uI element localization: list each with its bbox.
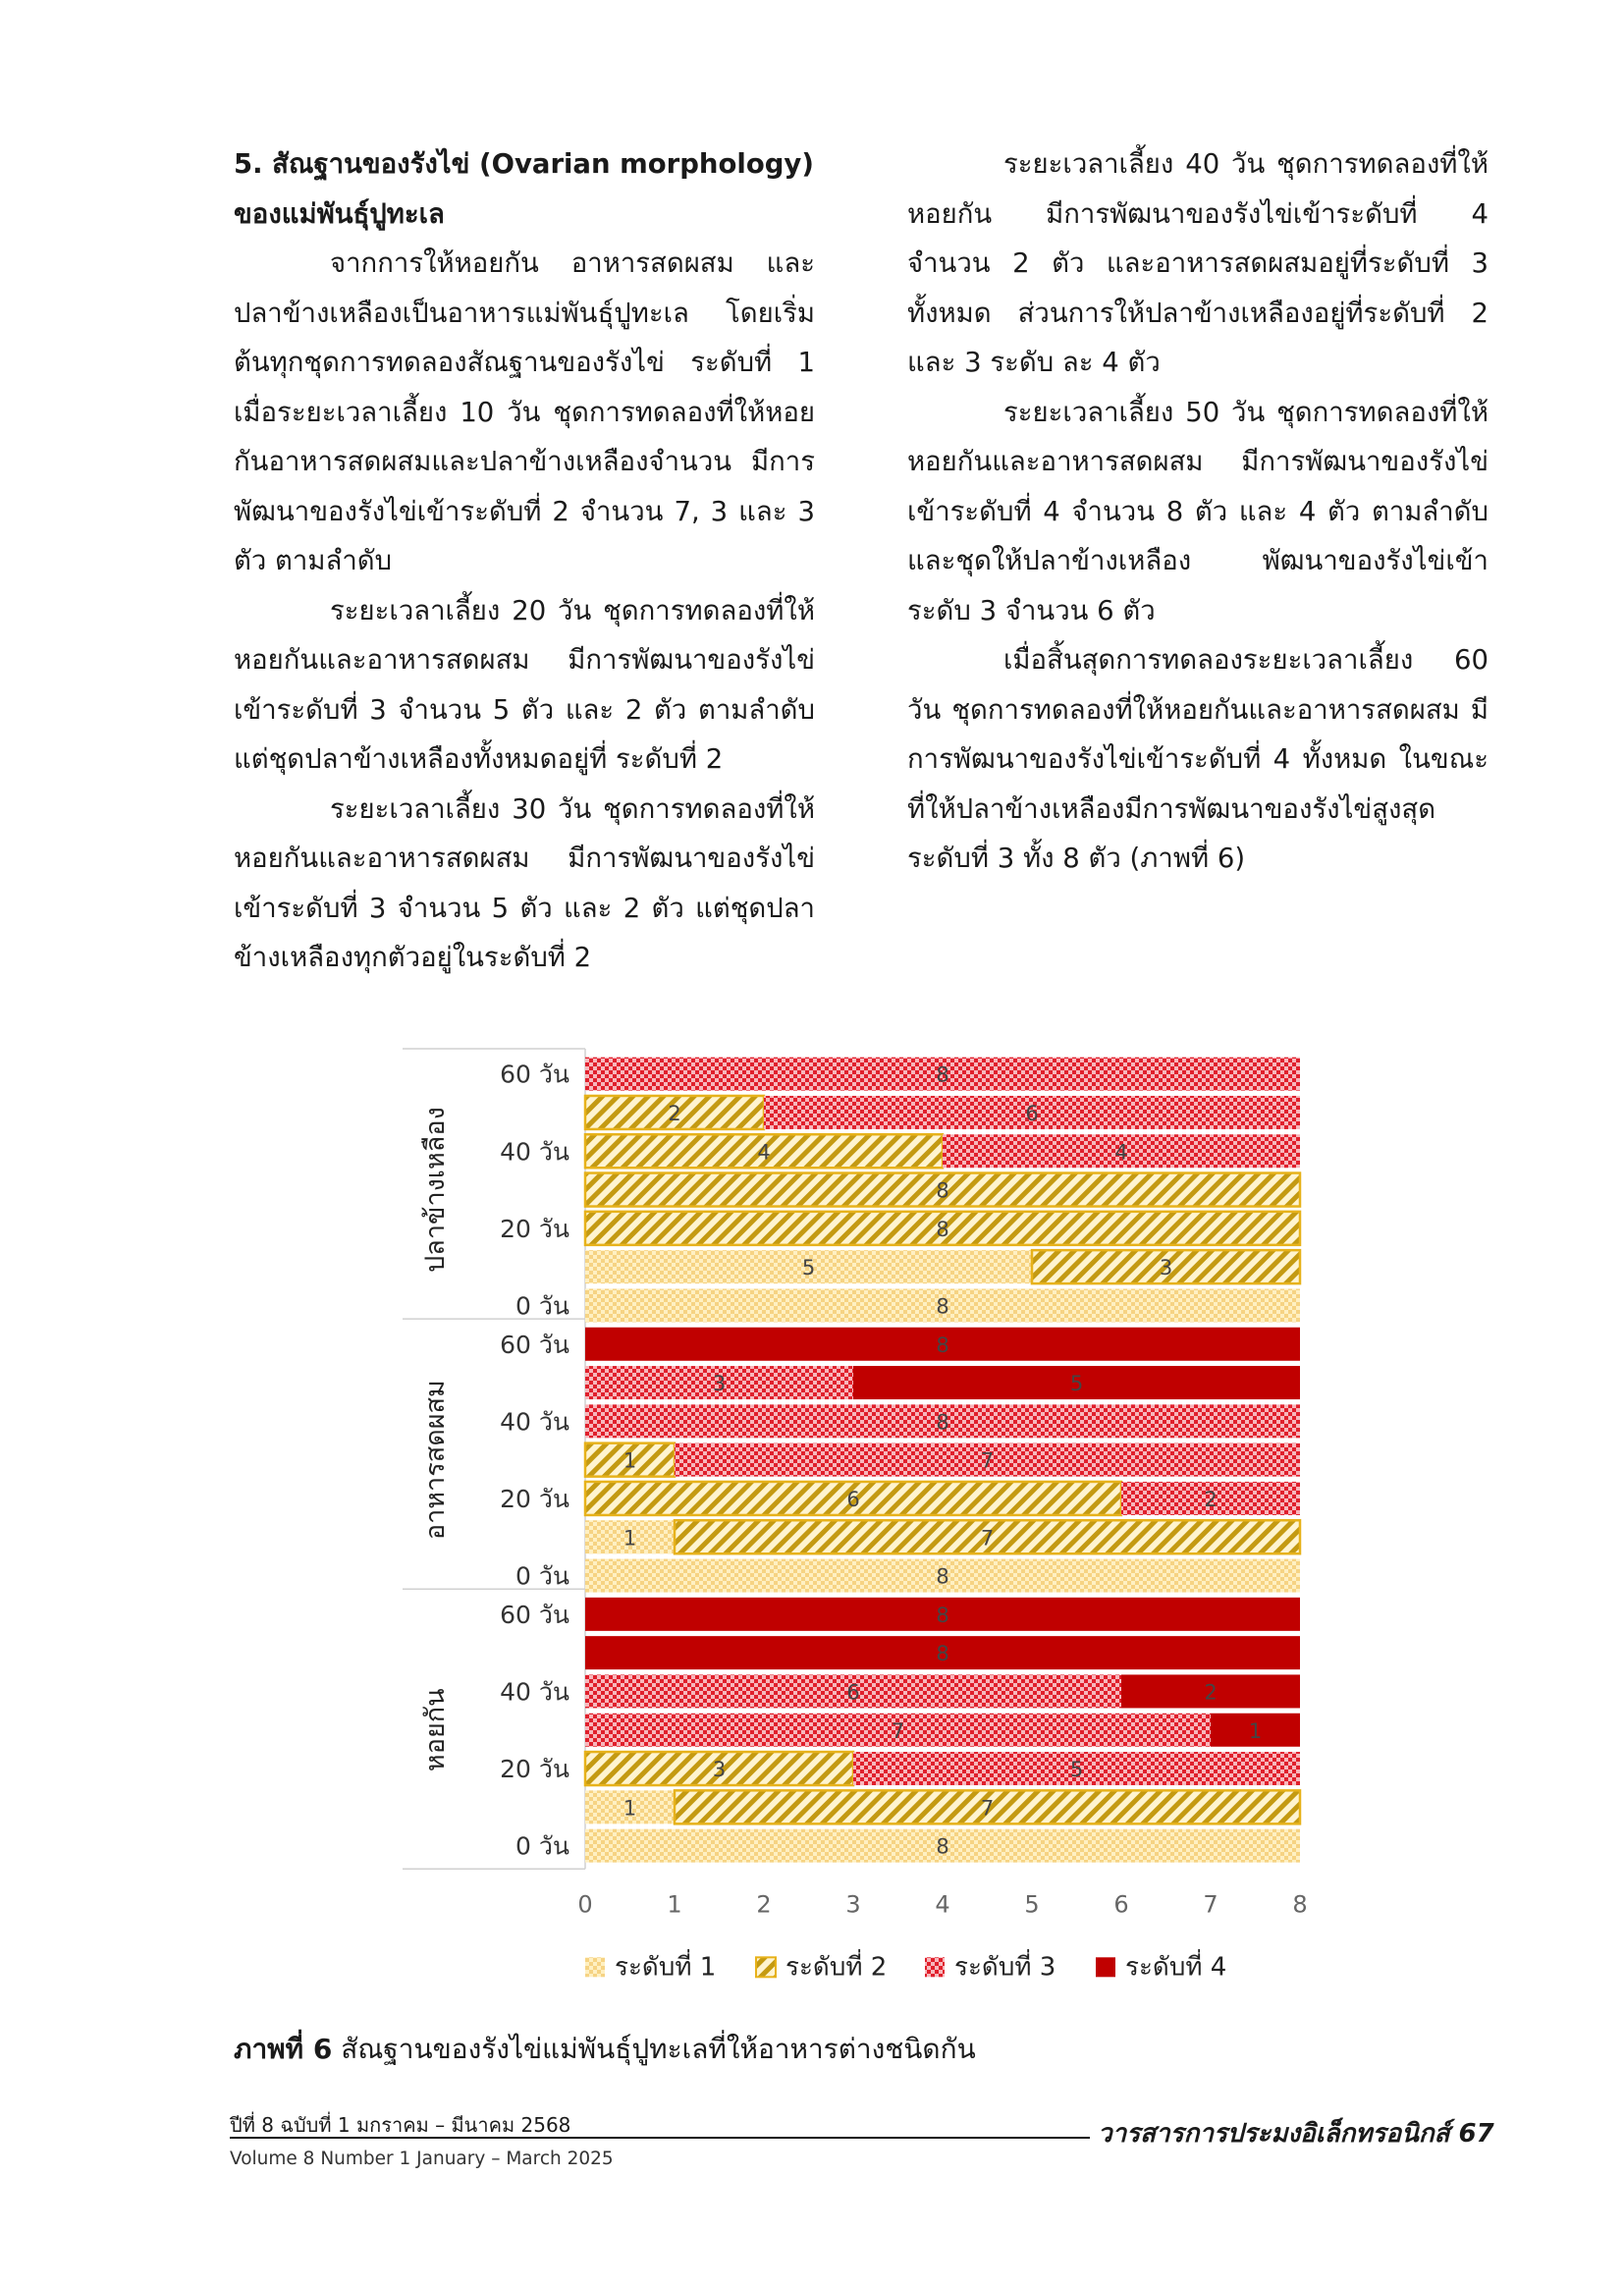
day-label: 60 วัน [500, 1330, 569, 1359]
legend-swatch [1096, 1957, 1115, 1977]
data-label: 7 [980, 1526, 995, 1551]
data-label: 6 [846, 1680, 860, 1705]
data-label: 8 [936, 1178, 949, 1203]
left-column [234, 139, 815, 983]
data-label: 6 [1025, 1101, 1039, 1125]
day-label: 0 วัน [515, 1291, 569, 1321]
data-label: 2 [1204, 1680, 1218, 1705]
data-label: 5 [1069, 1758, 1084, 1782]
legend-label: ระดับที่ 4 [1125, 1952, 1227, 1983]
x-tick-label: 4 [935, 1890, 950, 1919]
x-tick-label: 7 [1203, 1890, 1218, 1919]
day-label: 20 วัน [500, 1214, 569, 1243]
data-label: 4 [757, 1140, 771, 1165]
paragraph: ระยะเวลาเลี้ยง 40 วัน ชุดการทดลองที่ให้หอยกัน มีการพัฒนาของรังไข่เข้าระดับที่ 4 จำนวน 2 ตัว และอาหารสดผสมอยู่ที่ระดับที่ 3 ทั้งหมด ส่วนการให้ปลาข้างเหลืองอยู่ที่ระดับที่ 2 และ 3 ระดับ ละ 4 ตัว [907, 148, 1489, 378]
footer-issue-thai: ปีที่ 8 ฉบับที่ 1 มกราคม – มีนาคม 2568 [230, 2113, 571, 2137]
data-label: 2 [1204, 1487, 1218, 1511]
data-label: 8 [936, 1410, 949, 1435]
data-label: 8 [936, 1603, 949, 1627]
x-tick-label: 6 [1113, 1890, 1129, 1919]
section-title-line2: ของแม่พันธุ์ปูทะเล [234, 197, 445, 230]
day-label: 40 วัน [500, 1407, 569, 1437]
data-label: 1 [623, 1796, 637, 1821]
day-label: 60 วัน [500, 1600, 569, 1629]
data-label: 8 [936, 1642, 949, 1666]
section-title-line1: 5. สัณฐานของรังไข่ (Ovarian morphology) [234, 148, 814, 180]
figure-caption [234, 2028, 976, 2071]
data-label: 8 [936, 1564, 949, 1589]
data-label: 2 [668, 1101, 681, 1125]
footer-issue-english: Volume 8 Number 1 January – March 2025 [230, 2149, 614, 2169]
data-label: 3 [712, 1758, 727, 1782]
x-tick-label: 1 [667, 1890, 682, 1919]
data-label: 3 [1159, 1256, 1173, 1280]
day-label: 60 วัน [500, 1060, 569, 1089]
data-label: 8 [936, 1834, 949, 1859]
legend-swatch [585, 1957, 605, 1977]
x-tick-label: 3 [845, 1890, 861, 1919]
group-label: หอยกัน [420, 1688, 451, 1772]
legend-label: ระดับที่ 3 [954, 1952, 1056, 1983]
paragraph: ระยะเวลาเลี้ยง 50 วัน ชุดการทดลองที่ให้หอยกันและอาหารสดผสม มีการพัฒนาของรังไข่เข้าระดับที่ 4 จำนวน 8 ตัว และ 4 ตัว ตามลำดับ และชุดให้ปลาข้างเหลือง พัฒนาของรังไข่เข้าระดับ 3 จำนวน 6 ตัว [907, 396, 1489, 626]
footer-rule [230, 2137, 1090, 2139]
paragraph: ระยะเวลาเลี้ยง 30 วัน ชุดการทดลองที่ให้หอยกันและอาหารสดผสม มีการพัฒนาของรังไข่เข้าระดับที่ 3 จำนวน 5 ตัว และ 2 ตัว แต่ชุดปลาข้างเหลืองทุกตัวอยู่ในระดับที่ 2 [234, 792, 815, 973]
data-label: 5 [1069, 1372, 1084, 1396]
x-tick-label: 5 [1024, 1890, 1040, 1919]
x-tick-label: 0 [577, 1890, 593, 1919]
data-label: 5 [801, 1256, 816, 1280]
day-label: 40 วัน [500, 1137, 569, 1167]
day-label: 0 วัน [515, 1561, 569, 1591]
data-label: 4 [1114, 1140, 1128, 1165]
group-label: อาหารสดผสม [420, 1380, 451, 1541]
chart-legend [585, 1948, 1226, 1982]
data-label: 8 [936, 1294, 949, 1319]
x-tick-label: 8 [1292, 1890, 1308, 1919]
data-label: 1 [623, 1526, 637, 1551]
legend-label: ระดับที่ 2 [785, 1952, 888, 1983]
data-label: 7 [891, 1718, 905, 1743]
data-label: 7 [980, 1796, 995, 1821]
day-label: 0 วัน [515, 1831, 569, 1861]
data-label: 3 [712, 1372, 727, 1396]
ovary-stage-chart [393, 1043, 1326, 2015]
data-label: 8 [936, 1333, 949, 1357]
legend-label: ระดับที่ 1 [615, 1952, 717, 1983]
footer-journal-page: วารสารการประมงอิเล็กทรอนิกส์ 67 [1098, 2119, 1494, 2149]
right-column [907, 139, 1489, 884]
day-label: 40 วัน [500, 1677, 569, 1707]
day-label: 20 วัน [500, 1484, 569, 1513]
legend-swatch [925, 1957, 945, 1977]
paragraph: จากการให้หอยกัน อาหารสดผสม และปลาข้างเหลืองเป็นอาหารแม่พันธุ์ปูทะเล โดยเริ่มต้นทุกชุดการทดลองสัณฐานของรังไข่ ระดับที่ 1 เมื่อระยะเวลาเลี้ยง 10 วัน ชุดการทดลองที่ให้หอยกันอาหารสดผสมและปลาข้างเหลืองจำนวน มีการพัฒนาของรังไข่เข้าระดับที่ 2 จำนวน 7, 3 และ 3 ตัว ตามลำดับ [234, 247, 815, 576]
legend-swatch [756, 1957, 776, 1977]
data-label: 7 [980, 1448, 995, 1473]
group-label: ปลาข้างเหลือง [420, 1107, 451, 1273]
data-label: 8 [936, 1217, 949, 1241]
data-label: 1 [623, 1448, 637, 1473]
caption-text: สัณฐานของรังไข่แม่พันธุ์ปูทะเลที่ให้อาหารต่างชนิดกัน [332, 2033, 976, 2065]
caption-label: ภาพที่ 6 [234, 2033, 333, 2065]
day-label: 20 วัน [500, 1755, 569, 1784]
data-label: 8 [936, 1062, 949, 1087]
x-tick-label: 2 [756, 1890, 772, 1919]
paragraph: เมื่อสิ้นสุดการทดลองระยะเวลาเลี้ยง 60 วัน ชุดการทดลองที่ให้หอยกันและอาหารสดผสม มีการพัฒนาของรังไข่เข้าระดับที่ 4 ทั้งหมด ในขณะที่ให้ปลาข้างเหลืองมีการพัฒนาของรังไข่สูงสุด ระดับที่ 3 ทั้ง 8 ตัว (ภาพที่ 6) [907, 644, 1489, 874]
paragraph: ระยะเวลาเลี้ยง 20 วัน ชุดการทดลองที่ให้หอยกันและอาหารสดผสม มีการพัฒนาของรังไข่เข้าระดับที่ 3 จำนวน 5 ตัว และ 2 ตัว ตามลำดับ แต่ชุดปลาข้างเหลืองทั้งหมดอยู่ที่ ระดับที่ 2 [234, 594, 815, 775]
data-label: 1 [1248, 1718, 1263, 1743]
data-label: 6 [846, 1487, 860, 1511]
